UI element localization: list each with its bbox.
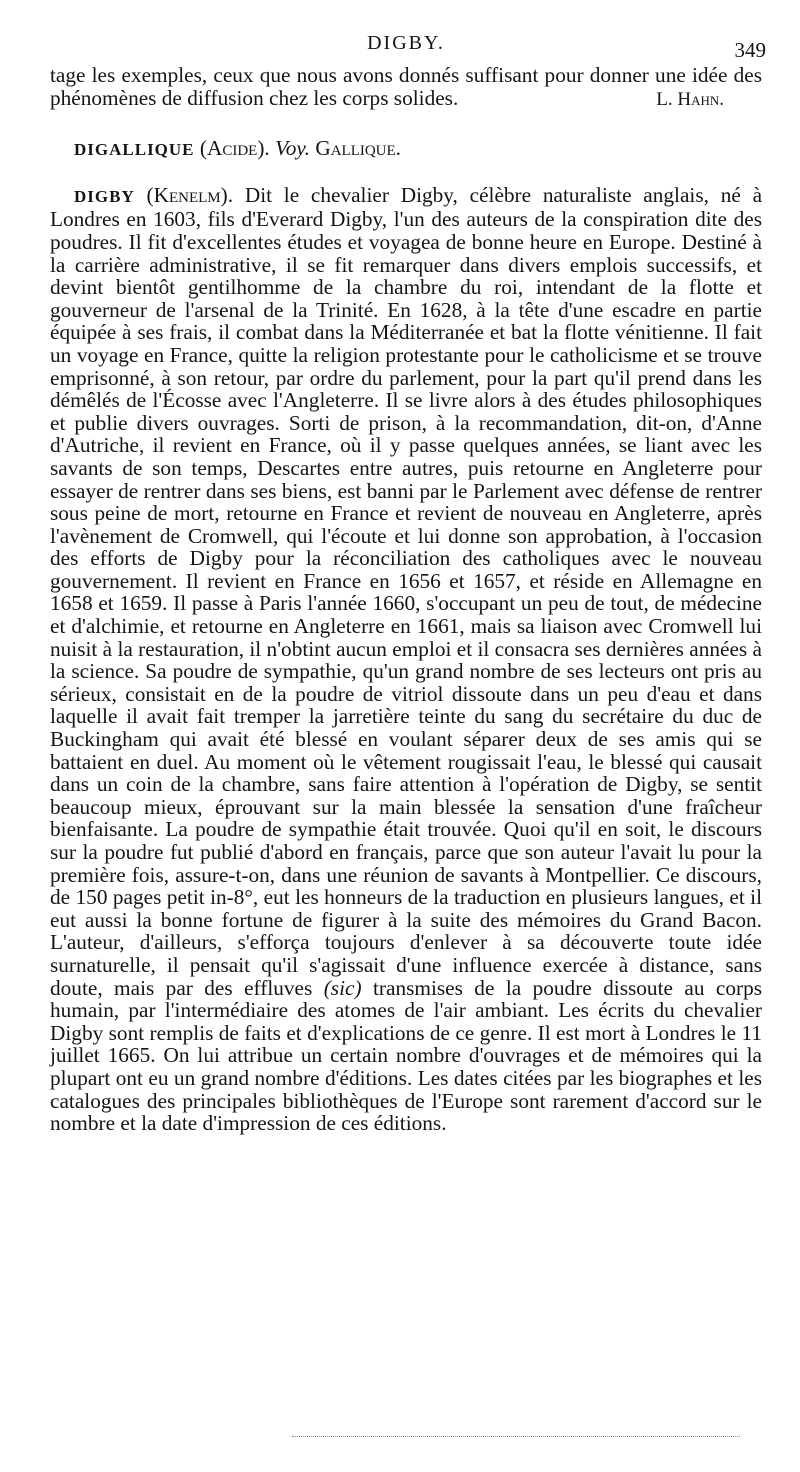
main-entry — [50, 184, 762, 1135]
crossref-qualifier: (Acide). — [199, 136, 270, 161]
main-entry-headword: DIGBY — [74, 186, 135, 206]
crossref-target: Gallique. — [315, 136, 401, 161]
crossref-voy: Voy. — [275, 136, 310, 161]
running-head — [50, 28, 766, 64]
running-title: DIGBY. — [367, 32, 445, 54]
crossref-entry — [74, 137, 762, 162]
dictionary-page — [50, 28, 766, 1136]
main-entry-qualifier: (Kenelm). — [146, 182, 234, 207]
footer-dotted-rule — [292, 1436, 740, 1437]
page-number: 349 — [734, 38, 766, 62]
main-entry-body: Dit le chevalier Digby, célèbre naturaliste anglais, né à Londres en 1603, fils d'Everard Digby, l'un des auteurs de la conspiration dite des poudres. Il fit d'excellentes études et voyagea de bonne heure en Europe. Destiné à la carrière administrative, il se fit remarquer dans divers emplois successifs, et devint bientôt gentilhomme de la chambre du roi, intendant de la flotte et gouverneur de l'arsenal de la Trinité. En 1628, à la tête d'une escadre en partie équipée à ses frais, il combat dans la Méditerranée et bat la flotte vénitienne. Il fait un voyage en France, quitte la religion protestante pour le catholicisme et se trouve emprisonné, à son retour, par ordre du parlement, pour la part qu'il prend dans les démêlés de l'Écosse avec l'Angleterre. Il se livre alors à des études philosophiques et publie divers ouvrages. Sorti de prison, à la recommandation, dit-on, d'Anne d'Autriche, il revient en France, où il y passe quelques années, se liant avec les savants de son temps, Descartes entre autres, puis retourne en Angleterre pour essayer de rentrer dans ses biens, est banni par le Parlement avec défense de rentrer sous peine de mort, retourne en France et revient de nouveau en Angleterre, après l'avènement de Cromwell, qui l'écoute et lui donne son approbation, à l'occasion des efforts de Digby pour la réconciliation des catholiques avec le nouveau gouvernement. Il revient en France en 1656 et 1657, et réside en Allemagne en 1658 et 1659. Il passe à Paris l'année 1660, s'occupant un peu de tout, de médecine et d'alchimie, et retourne en Angleterre en 1661, mais sa liaison avec Cromwell lui nuisit à la restauration, il n'obtint aucun emploi et il consacra ses dernières années à la science. Sa poudre de sympathie, qu'un grand nombre de ses lecteurs ont pris au sérieux, consistait en de la poudre de vitriol dissoute dans un peu d'eau et dans laquelle il avait fait tremper la jarretière teinte du sang du secrétaire du duc de Buckingham qui avait été blessé en voulant séparer deux de ses amis qui se battaient en duel. Au moment où le vêtement rougissait l'eau, le blessé qui causait dans un coin de la chambre, sans faire attention à l'opération de Digby, se sentit beaucoup mieux, éprouvant sur la main blessée la sensation d'une fraîcheur bienfaisante. La poudre de sympathie était trouvée. Quoi qu'il en soit, le discours sur la poudre fut publié d'abord en français, parce que son auteur l'avait lu pour la première fois, assure-t-on, dans une réunion de savants à Montpellier. Ce discours, de 150 pages petit in-8°, eut les honneurs de la traduction en plusieurs langues, et il eut aussi la bonne fortune de figurer à la suite des mémoires du Grand Bacon. L'auteur, d'ailleurs, s'efforça toujours d'enlever à sa découverte toute idée surnaturelle, il pensait qu'il s'agissait d'une influence exercée à distance, sans doute, mais par des effluves — [50, 182, 763, 1000]
main-entry-sic: (sic) — [323, 975, 362, 1000]
crossref-headword: DIGALLIQUE — [74, 140, 195, 160]
author-name: L. Hahn. — [656, 88, 724, 110]
main-entry-body-end: transmises de la poudre dissoute au corps humain, par l'intermédiaire des atomes de l'air ambiant. Les écrits du chevalier Digby sont remplis de faits et d'explications de ce genre. Il est mort à Londres le 11 juillet 1665. On lui attribue un certain nombre d'ouvrages et de mémoires qui la plupart ont eu un grand nombre d'éditions. Les dates citées par les biographes et les catalogues des principales bibliothèques de l'Europe sont rarement d'accord sur le nombre et la date d'impression de ces éditions. — [50, 975, 763, 1136]
previous-entry-text: tage les exemples, ceux que nous avons donnés suffisant pour donner une idée des phénomènes de diffusion chez les corps solides. — [50, 63, 762, 110]
